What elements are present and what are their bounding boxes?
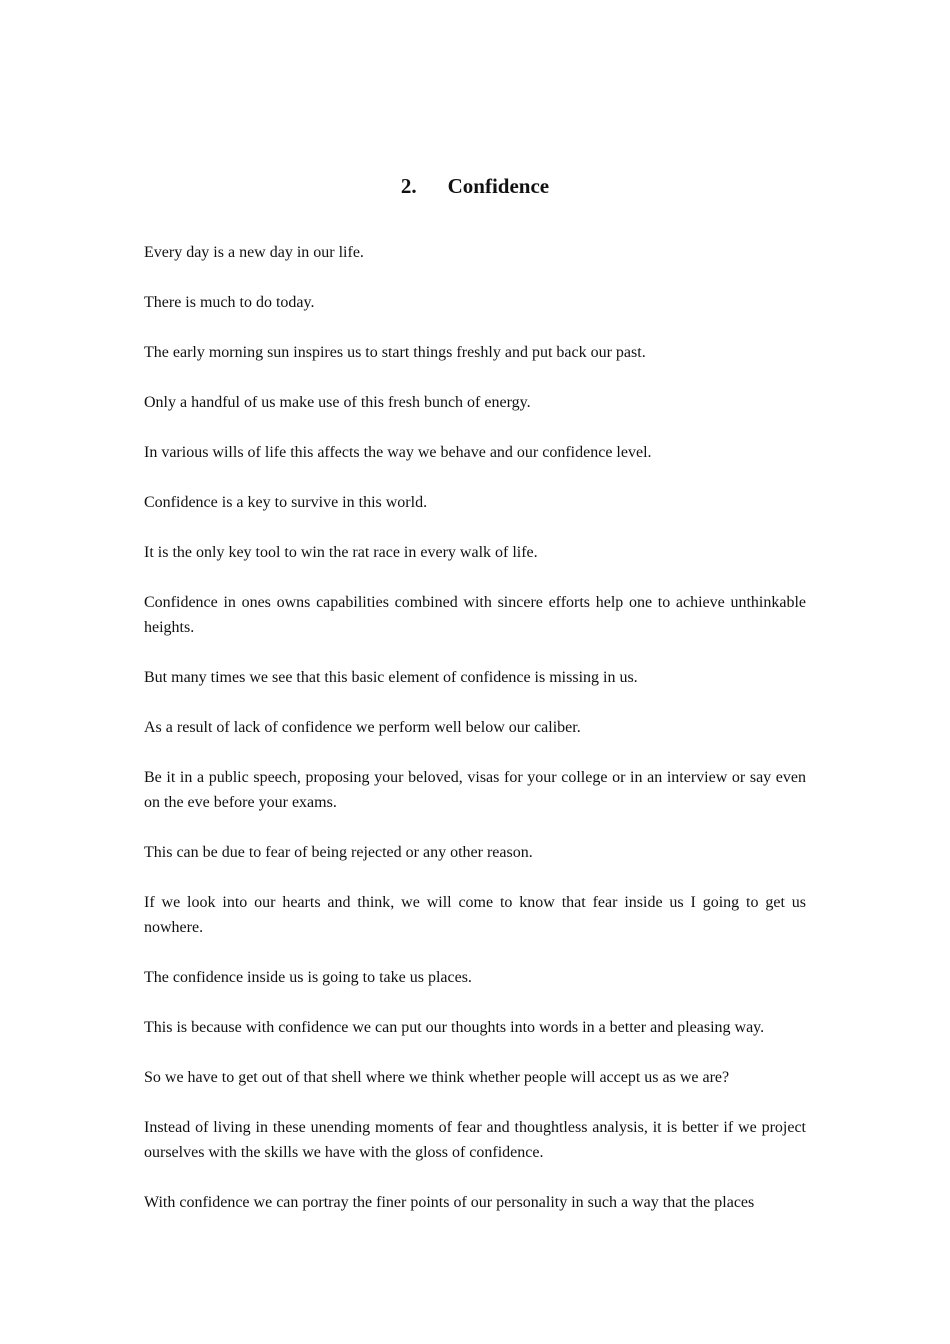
paragraph: So we have to get out of that shell where we think whether people will accept us as we are? [144,1069,730,1086]
paragraph: Confidence in ones owns capabilities combined with sincere efforts help one to achieve unthinkable heights. [144,594,806,636]
paragraph: Instead of living in these unending moments of fear and thoughtless analysis, it is better if we project ourselves with the skills we have with the gloss of confidence. [144,1119,806,1161]
chapter-title: Confidence [447,174,550,198]
paragraph: With confidence we can portray the finer points of our personality in such a way that the places [144,1194,755,1211]
paragraph: This is because with confidence we can put our thoughts into words in a better and pleasing way. [144,1019,765,1036]
paragraph: In various wills of life this affects the way we behave and our confidence level. [144,444,652,461]
chapter-number: 2. [400,174,417,198]
paragraph: But many times we see that this basic element of confidence is missing in us. [144,669,638,686]
paragraph: Confidence is a key to survive in this world. [144,494,428,511]
paragraph: Be it in a public speech, proposing your beloved, visas for your college or in an interview or say even on the eve before your exams. [144,769,806,811]
paragraph: It is the only key tool to win the rat race in every walk of life. [144,544,538,561]
paragraph: Every day is a new day in our life. [144,244,364,261]
paragraph: Only a handful of us make use of this fresh bunch of energy. [144,394,531,411]
chapter-heading [0,171,950,201]
paragraph: If we look into our hearts and think, we will come to know that fear inside us I going to get us nowhere. [144,894,806,936]
paragraph: As a result of lack of confidence we perform well below our caliber. [144,719,581,736]
paragraph: The early morning sun inspires us to start things freshly and put back our past. [144,344,646,361]
paragraph: There is much to do today. [144,294,315,311]
paragraph: This can be due to fear of being rejected or any other reason. [144,844,533,861]
document-body [144,240,806,1240]
paragraph: The confidence inside us is going to take us places. [144,969,472,986]
